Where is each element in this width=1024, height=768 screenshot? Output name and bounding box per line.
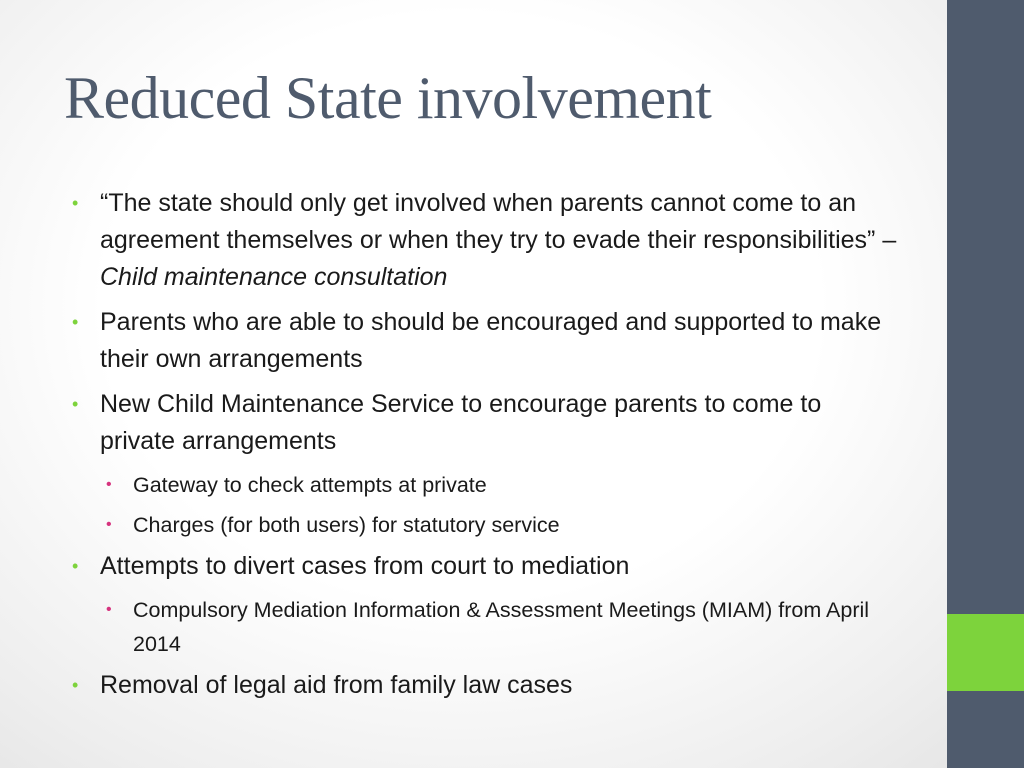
sub-bullet-text: Charges (for both users) for statutory service bbox=[133, 513, 560, 537]
sub-bullet-dot-icon: • bbox=[106, 476, 112, 493]
bullet-item-2 bbox=[70, 304, 900, 378]
slide-title: Reduced State involvement bbox=[64, 65, 712, 131]
bullet-dot-icon: • bbox=[72, 312, 79, 332]
sub-bullet-item bbox=[103, 468, 900, 502]
bullet-text: New Child Maintenance Service to encourage parents to come to private arrangements bbox=[100, 390, 822, 455]
quote-source: Child maintenance consultation bbox=[100, 263, 448, 291]
bullet-item-4 bbox=[70, 548, 900, 585]
sub-bullet-dot-icon: • bbox=[106, 601, 112, 618]
sub-bullet-text: Compulsory Mediation Information & Assessment Meetings (MIAM) from April 2014 bbox=[133, 598, 870, 656]
bullet-item-3 bbox=[70, 386, 900, 460]
sub-bullet-dot-icon: • bbox=[106, 516, 112, 533]
bullet-list bbox=[70, 185, 900, 712]
green-accent-block bbox=[947, 614, 1024, 691]
bullet-text: Removal of legal aid from family law cases bbox=[100, 671, 573, 699]
bullet-text: Parents who are able to should be encouraged and supported to make their own arrangements bbox=[100, 308, 882, 373]
bullet-dot-icon: • bbox=[72, 193, 79, 213]
sub-bullet-text: Gateway to check attempts at private bbox=[133, 473, 487, 497]
bullet-dot-icon: • bbox=[72, 394, 79, 414]
bullet-text: “The state should only get involved when parents cannot come to an agreement themselves or when they try to evade their responsibilities” – bbox=[100, 189, 897, 254]
bullet-item-5 bbox=[70, 667, 900, 704]
bullet-text: Attempts to divert cases from court to mediation bbox=[100, 552, 630, 580]
sub-bullet-item bbox=[103, 508, 900, 542]
bullet-dot-icon: • bbox=[72, 556, 79, 576]
bullet-dot-icon: • bbox=[72, 675, 79, 695]
bullet-item-1 bbox=[70, 185, 900, 296]
sub-bullet-item bbox=[103, 593, 900, 661]
